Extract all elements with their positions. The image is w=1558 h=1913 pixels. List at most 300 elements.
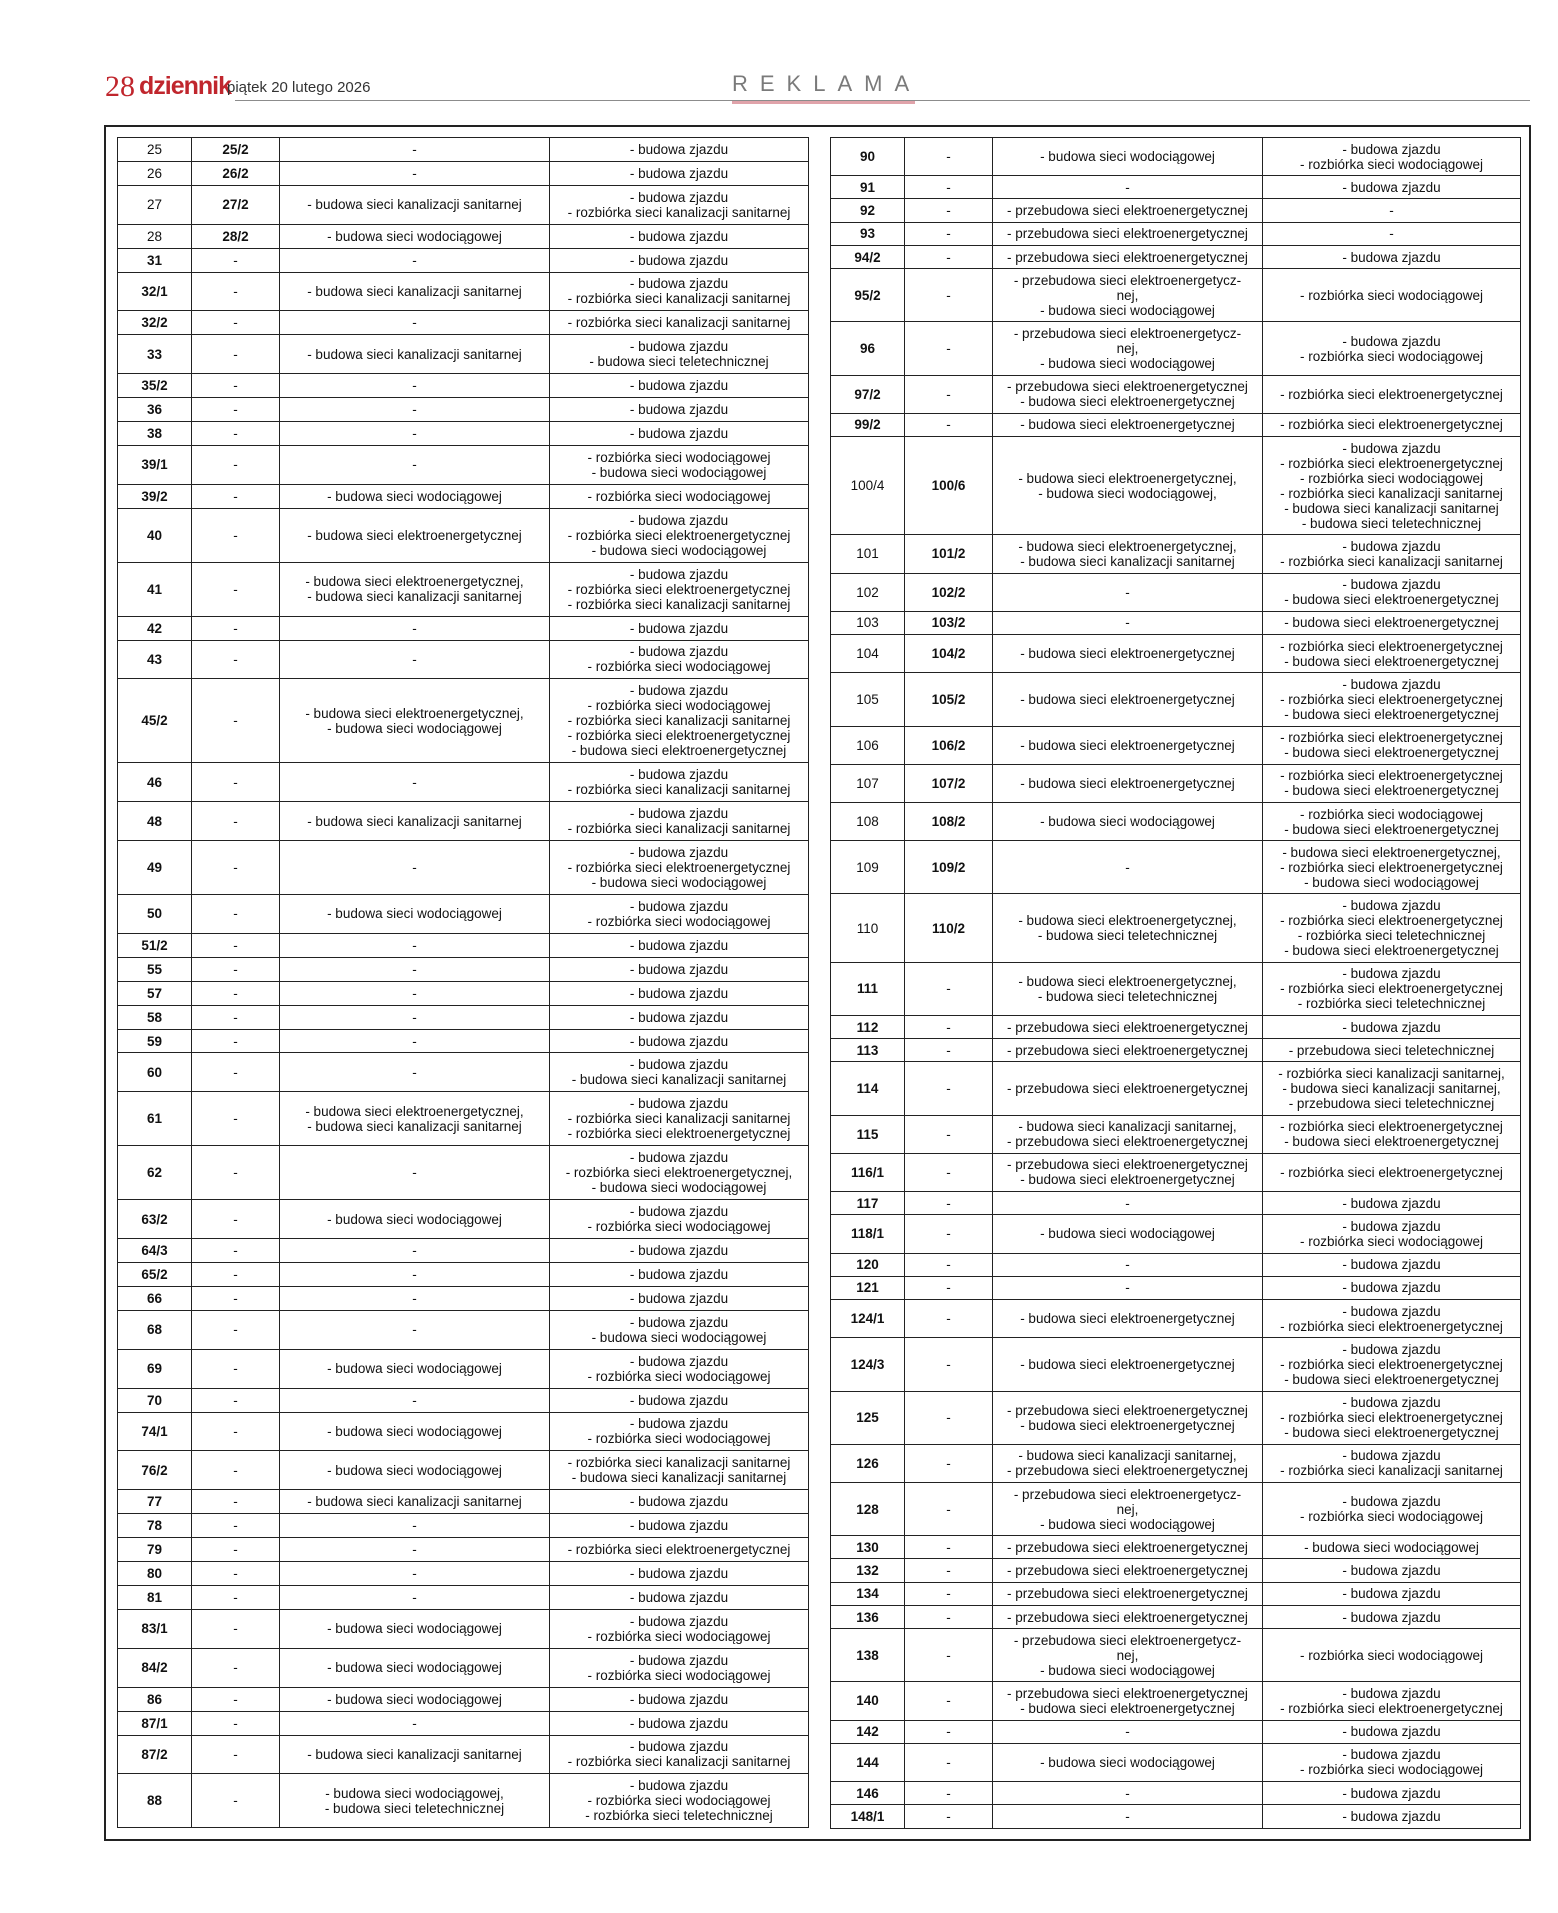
network-works-cell: - (280, 311, 550, 335)
table-row (118, 679, 809, 763)
other-works-cell: - (1263, 199, 1521, 222)
network-works-cell: - (993, 1782, 1263, 1805)
other-works-cell: - rozbiórka sieci elektroenergetycznej (1263, 375, 1521, 413)
network-works-cell: - (280, 1146, 550, 1200)
network-works-cell: - budowa sieci wodociągowej (280, 895, 550, 934)
parcel-number-cell: 81 (118, 1585, 192, 1609)
new-parcel-number-cell: - (905, 176, 993, 199)
new-parcel-number-cell: - (905, 1582, 993, 1605)
parcel-number-cell: 83/1 (118, 1609, 192, 1648)
network-works-cell: - budowa sieci kanalizacji sanitarnej, - przebudowa sieci elektroenergetycznej (993, 1444, 1263, 1482)
new-parcel-number-cell: - (192, 1514, 280, 1538)
other-works-cell: - budowa zjazdu (550, 422, 809, 446)
other-works-cell: - budowa zjazdu (550, 1388, 809, 1412)
new-parcel-number-cell: - (192, 933, 280, 957)
parcel-number-cell: 80 (118, 1562, 192, 1586)
new-parcel-number-cell: - (192, 1310, 280, 1349)
network-works-cell: - (993, 1192, 1263, 1215)
network-works-cell: - przebudowa sieci elektroenergetycz- nej, - budowa sieci wodociągowej (993, 1482, 1263, 1535)
parcel-number-cell: 87/1 (118, 1711, 192, 1735)
parcel-number-cell: 148/1 (831, 1805, 905, 1828)
network-works-cell: - (280, 933, 550, 957)
table-row (118, 981, 809, 1005)
parcel-number-cell: 51/2 (118, 933, 192, 957)
new-parcel-number-cell: - (192, 1005, 280, 1029)
table-row (118, 957, 809, 981)
parcel-number-cell: 100/4 (831, 437, 905, 535)
new-parcel-number-cell: - (905, 1482, 993, 1535)
parcel-number-cell: 38 (118, 422, 192, 446)
parcel-number-cell: 45/2 (118, 679, 192, 763)
other-works-cell: - budowa zjazdu (1263, 1782, 1521, 1805)
other-works-cell: - budowa sieci wodociągowej (1263, 1536, 1521, 1559)
network-works-cell: - budowa sieci elektroenergetycznej (993, 635, 1263, 673)
network-works-cell: - (280, 957, 550, 981)
parcel-number-cell: 78 (118, 1514, 192, 1538)
parcel-number-cell: 91 (831, 176, 905, 199)
new-parcel-number-cell: 110/2 (905, 894, 993, 962)
section-underline (732, 101, 915, 104)
parcel-number-cell: 68 (118, 1310, 192, 1349)
parcel-number-cell: 26 (118, 161, 192, 185)
table-row (831, 1391, 1521, 1444)
parcel-number-cell: 105 (831, 673, 905, 726)
other-works-cell: - budowa zjazdu (550, 1514, 809, 1538)
table-row (118, 1005, 809, 1029)
parcel-number-cell: 128 (831, 1482, 905, 1535)
other-works-cell: - budowa zjazdu - rozbiórka sieci wodociągowej (550, 1349, 809, 1388)
parcel-number-cell: 121 (831, 1276, 905, 1299)
parcel-number-cell: 94/2 (831, 245, 905, 268)
parcel-number-cell: 102 (831, 573, 905, 611)
network-works-cell: - budowa sieci kanalizacji sanitarnej (280, 335, 550, 374)
network-works-cell: - (280, 616, 550, 640)
new-parcel-number-cell: - (905, 1153, 993, 1191)
table-row (118, 1349, 809, 1388)
table-row (831, 269, 1521, 322)
new-parcel-number-cell: - (192, 981, 280, 1005)
network-works-cell: - budowa sieci elektroenergetycznej (993, 673, 1263, 726)
other-works-cell: - budowa zjazdu - rozbiórka sieci wodociągowej (550, 895, 809, 934)
table-row (831, 375, 1521, 413)
other-works-cell: - rozbiórka sieci elektroenergetycznej - budowa sieci elektroenergetycznej (1263, 764, 1521, 802)
other-works-cell: - budowa zjazdu (1263, 1720, 1521, 1743)
network-works-cell: - budowa sieci wodociągowej (993, 138, 1263, 176)
new-parcel-number-cell: - (905, 1215, 993, 1253)
table-row (118, 1412, 809, 1451)
table-row (118, 1200, 809, 1239)
network-works-cell: - przebudowa sieci elektroenergetycznej (993, 1039, 1263, 1062)
parcel-number-cell: 48 (118, 802, 192, 841)
other-works-cell: - budowa zjazdu (550, 1005, 809, 1029)
parcel-number-cell: 96 (831, 322, 905, 375)
new-parcel-number-cell: - (905, 1559, 993, 1582)
network-works-cell: - przebudowa sieci elektroenergetycznej (993, 1536, 1263, 1559)
new-parcel-number-cell: - (192, 1609, 280, 1648)
other-works-cell: - budowa zjazdu (1263, 1805, 1521, 1828)
network-works-cell: - (280, 1514, 550, 1538)
table-row (118, 1514, 809, 1538)
table-row (831, 199, 1521, 222)
parcel-number-cell: 108 (831, 802, 905, 840)
other-works-cell: - budowa zjazdu - rozbiórka sieci elektroenergetycznej - rozbiórka sieci teletechnicznej (1263, 962, 1521, 1015)
parcel-number-cell: 106 (831, 726, 905, 764)
table-row (118, 1092, 809, 1146)
issue-date: piątek 20 lutego 2026 (227, 79, 371, 96)
table-row (118, 1687, 809, 1711)
parcel-number-cell: 88 (118, 1774, 192, 1828)
other-works-cell: - budowa zjazdu - rozbiórka sieci kanalizacji sanitarnej - rozbiórka sieci elektroenergetycznej (550, 1092, 809, 1146)
parcel-number-cell: 43 (118, 640, 192, 679)
other-works-cell: - budowa zjazdu - rozbiórka sieci wodociągowej (550, 640, 809, 679)
parcel-number-cell: 118/1 (831, 1215, 905, 1253)
parcel-number-cell: 103 (831, 611, 905, 634)
table-row (118, 763, 809, 802)
table-row (831, 1444, 1521, 1482)
parcel-number-cell: 142 (831, 1720, 905, 1743)
other-works-cell: - rozbiórka sieci wodociągowej (1263, 269, 1521, 322)
network-works-cell: - przebudowa sieci elektroenergetycznej (993, 1062, 1263, 1115)
table-row (831, 1605, 1521, 1628)
network-works-cell: - przebudowa sieci elektroenergetycznej (993, 222, 1263, 245)
network-works-cell: - (280, 640, 550, 679)
parcel-number-cell: 42 (118, 616, 192, 640)
parcel-number-cell: 60 (118, 1053, 192, 1092)
other-works-cell: - budowa zjazdu - rozbiórka sieci wodociągowej (550, 1200, 809, 1239)
new-parcel-number-cell: 27/2 (192, 185, 280, 224)
parcel-number-cell: 93 (831, 222, 905, 245)
other-works-cell: - budowa zjazdu - rozbiórka sieci elektroenergetycznej - budowa sieci wodociągowej (550, 508, 809, 562)
network-works-cell: - przebudowa sieci elektroenergetycznej (993, 1605, 1263, 1628)
new-parcel-number-cell: 28/2 (192, 224, 280, 248)
other-works-cell: - budowa zjazdu - budowa sieci wodociągowej (550, 1310, 809, 1349)
other-works-cell: - rozbiórka sieci wodociągowej - budowa sieci wodociągowej (550, 445, 809, 484)
network-works-cell: - (280, 1029, 550, 1053)
new-parcel-number-cell: - (192, 616, 280, 640)
section-title: REKLAMA (732, 71, 922, 96)
other-works-cell: - budowa zjazdu (550, 138, 809, 162)
other-works-cell: - budowa zjazdu - rozbiórka sieci wodociągowej (1263, 138, 1521, 176)
parcel-number-cell: 125 (831, 1391, 905, 1444)
other-works-cell: - budowa zjazdu - rozbiórka sieci elektroenergetycznej - budowa sieci elektroenergetycznej (1263, 1391, 1521, 1444)
parcel-number-cell: 25 (118, 138, 192, 162)
new-parcel-number-cell: 107/2 (905, 764, 993, 802)
new-parcel-number-cell: - (192, 1711, 280, 1735)
network-works-cell: - (280, 248, 550, 272)
new-parcel-number-cell: - (905, 1253, 993, 1276)
network-works-cell: - (280, 374, 550, 398)
network-works-cell: - budowa sieci elektroenergetycznej (993, 1300, 1263, 1338)
new-parcel-number-cell: - (192, 1687, 280, 1711)
parcel-number-cell: 28 (118, 224, 192, 248)
parcel-number-cell: 79 (118, 1538, 192, 1562)
other-works-cell: - rozbiórka sieci kanalizacji sanitarnej, - budowa sieci kanalizacji sanitarnej, - przebudowa sieci teletechnicznej (1263, 1062, 1521, 1115)
other-works-cell: - budowa zjazdu (550, 1490, 809, 1514)
other-works-cell: - budowa zjazdu (550, 1286, 809, 1310)
new-parcel-number-cell: - (192, 1053, 280, 1092)
new-parcel-number-cell: - (192, 508, 280, 562)
network-works-cell: - budowa sieci elektroenergetycznej, - budowa sieci wodociągowej (280, 679, 550, 763)
other-works-cell: - budowa zjazdu - rozbiórka sieci kanalizacji sanitarnej (550, 272, 809, 311)
network-works-cell: - (280, 1263, 550, 1287)
other-works-cell: - budowa zjazdu (550, 981, 809, 1005)
new-parcel-number-cell: - (192, 1092, 280, 1146)
table-row (831, 1039, 1521, 1062)
other-works-cell: - budowa zjazdu (550, 1562, 809, 1586)
new-parcel-number-cell: - (905, 1338, 993, 1391)
table-row (118, 1451, 809, 1490)
network-works-cell: - budowa sieci wodociągowej (993, 802, 1263, 840)
network-works-cell: - budowa sieci wodociągowej (280, 1609, 550, 1648)
table-row (118, 1538, 809, 1562)
other-works-cell: - budowa zjazdu (550, 374, 809, 398)
table-row (831, 1482, 1521, 1535)
table-row (831, 1682, 1521, 1720)
new-parcel-number-cell: - (905, 199, 993, 222)
parcel-number-cell: 66 (118, 1286, 192, 1310)
parcel-number-cell: 31 (118, 248, 192, 272)
network-works-cell: - budowa sieci elektroenergetycznej (280, 508, 550, 562)
table-row (118, 1711, 809, 1735)
parcel-number-cell: 115 (831, 1115, 905, 1153)
other-works-cell: - budowa zjazdu (1263, 1276, 1521, 1299)
other-works-cell: - budowa zjazdu (550, 398, 809, 422)
new-parcel-number-cell: - (192, 374, 280, 398)
other-works-cell: - rozbiórka sieci elektroenergetycznej - budowa sieci elektroenergetycznej (1263, 726, 1521, 764)
parcel-number-cell: 69 (118, 1349, 192, 1388)
network-works-cell: - budowa sieci kanalizacji sanitarnej, - przebudowa sieci elektroenergetycznej (993, 1115, 1263, 1153)
parcel-number-cell: 132 (831, 1559, 905, 1582)
new-parcel-number-cell: - (192, 335, 280, 374)
network-works-cell: - budowa sieci elektroenergetycznej (993, 726, 1263, 764)
parcel-number-cell: 107 (831, 764, 905, 802)
newspaper-logo: dziennik (139, 72, 232, 100)
table-row (831, 962, 1521, 1015)
parcel-number-cell: 144 (831, 1743, 905, 1781)
new-parcel-number-cell: - (192, 445, 280, 484)
other-works-cell: - budowa zjazdu - rozbiórka sieci wodociągowej - rozbiórka sieci teletechnicznej (550, 1774, 809, 1828)
new-parcel-number-cell: - (192, 1490, 280, 1514)
parcel-number-cell: 40 (118, 508, 192, 562)
parcel-number-cell: 111 (831, 962, 905, 1015)
other-works-cell: - budowa zjazdu - rozbiórka sieci elektroenergetycznej - budowa sieci wodociągowej (550, 841, 809, 895)
new-parcel-number-cell: - (192, 1774, 280, 1828)
new-parcel-number-cell: - (192, 1451, 280, 1490)
new-parcel-number-cell: 103/2 (905, 611, 993, 634)
parcel-number-cell: 87/2 (118, 1735, 192, 1774)
new-parcel-number-cell: - (192, 422, 280, 446)
other-works-cell: - budowa zjazdu - rozbiórka sieci kanalizacji sanitarnej (1263, 1444, 1521, 1482)
new-parcel-number-cell: - (905, 322, 993, 375)
new-parcel-number-cell: - (905, 1682, 993, 1720)
network-works-cell: - przebudowa sieci elektroenergetycz- nej, - budowa sieci wodociągowej (993, 269, 1263, 322)
new-parcel-number-cell: - (905, 1015, 993, 1038)
other-works-cell: - budowa zjazdu - rozbiórka sieci elektroenergetycznej, - budowa sieci wodociągowej (550, 1146, 809, 1200)
network-works-cell: - (280, 841, 550, 895)
other-works-cell: - budowa zjazdu (550, 933, 809, 957)
table-row (831, 1582, 1521, 1605)
parcel-number-cell: 104 (831, 635, 905, 673)
other-works-cell: - budowa zjazdu - rozbiórka sieci wodociągowej - rozbiórka sieci kanalizacji sanitarnej - rozbiórka sieci elektroenergetycznej - budowa sieci elektroenergetycznej (550, 679, 809, 763)
table-row (118, 1562, 809, 1586)
parcel-number-cell: 58 (118, 1005, 192, 1029)
new-parcel-number-cell: - (905, 1444, 993, 1482)
table-row (831, 138, 1521, 176)
other-works-cell: - budowa zjazdu (1263, 1559, 1521, 1582)
table-row (831, 245, 1521, 268)
network-works-cell: - budowa sieci kanalizacji sanitarnej (280, 802, 550, 841)
table-row (118, 1735, 809, 1774)
parcel-number-cell: 65/2 (118, 1263, 192, 1287)
parcel-number-cell: 62 (118, 1146, 192, 1200)
network-works-cell: - budowa sieci elektroenergetycznej, - budowa sieci wodociągowej, (993, 437, 1263, 535)
network-works-cell: - przebudowa sieci elektroenergetycznej - budowa sieci elektroenergetycznej (993, 1153, 1263, 1191)
new-parcel-number-cell: - (192, 1585, 280, 1609)
other-works-cell: - rozbiórka sieci kanalizacji sanitarnej (550, 311, 809, 335)
network-works-cell: - (280, 1286, 550, 1310)
parcel-number-cell: 64/3 (118, 1239, 192, 1263)
table-row (118, 248, 809, 272)
other-works-cell: - budowa zjazdu (550, 161, 809, 185)
network-works-cell: - (280, 981, 550, 1005)
new-parcel-number-cell: - (192, 311, 280, 335)
table-row (118, 1609, 809, 1648)
new-parcel-number-cell: - (905, 413, 993, 436)
network-works-cell: - (993, 1276, 1263, 1299)
other-works-cell: - budowa zjazdu (550, 1711, 809, 1735)
new-parcel-number-cell: - (192, 802, 280, 841)
table-row (118, 1648, 809, 1687)
table-row (118, 1239, 809, 1263)
new-parcel-number-cell: - (192, 1286, 280, 1310)
parcel-number-cell: 134 (831, 1582, 905, 1605)
new-parcel-number-cell: - (905, 1536, 993, 1559)
table-row (831, 176, 1521, 199)
new-parcel-number-cell: - (192, 957, 280, 981)
parcel-number-cell: 117 (831, 1192, 905, 1215)
table-row (831, 1338, 1521, 1391)
table-row (831, 322, 1521, 375)
table-row (831, 1192, 1521, 1215)
new-parcel-number-cell: - (905, 1276, 993, 1299)
table-row (831, 573, 1521, 611)
other-works-cell: - budowa zjazdu (1263, 1582, 1521, 1605)
parcel-number-cell: 109 (831, 841, 905, 894)
parcel-number-cell: 27 (118, 185, 192, 224)
new-parcel-number-cell: 26/2 (192, 161, 280, 185)
table-row (831, 1805, 1521, 1828)
table-row (831, 1559, 1521, 1582)
network-works-cell: - (280, 1585, 550, 1609)
parcel-number-cell: 90 (831, 138, 905, 176)
network-works-cell: - budowa sieci wodociągowej (280, 1200, 550, 1239)
network-works-cell: - budowa sieci elektroenergetycznej, - budowa sieci kanalizacji sanitarnej (993, 535, 1263, 573)
table-row (118, 616, 809, 640)
network-works-cell: - budowa sieci wodociągowej (280, 1349, 550, 1388)
new-parcel-number-cell: - (192, 1562, 280, 1586)
new-parcel-number-cell: - (905, 1743, 993, 1781)
parcel-number-cell: 36 (118, 398, 192, 422)
parcel-number-cell: 146 (831, 1782, 905, 1805)
new-parcel-number-cell: - (905, 1192, 993, 1215)
network-works-cell: - przebudowa sieci elektroenergetycz- nej, - budowa sieci wodociągowej (993, 322, 1263, 375)
other-works-cell: - budowa zjazdu (1263, 1605, 1521, 1628)
other-works-cell: - budowa zjazdu - rozbiórka sieci elektroenergetycznej (1263, 1682, 1521, 1720)
parcel-number-cell: 77 (118, 1490, 192, 1514)
network-works-cell: - budowa sieci elektroenergetycznej (993, 1338, 1263, 1391)
other-works-cell: - (1263, 222, 1521, 245)
other-works-cell: - budowa zjazdu - rozbiórka sieci wodociągowej (550, 1412, 809, 1451)
network-works-cell: - (280, 763, 550, 802)
network-works-cell: - budowa sieci elektroenergetycznej, - budowa sieci teletechnicznej (993, 962, 1263, 1015)
network-works-cell: - (280, 1711, 550, 1735)
new-parcel-number-cell: - (192, 1349, 280, 1388)
other-works-cell: - budowa zjazdu - rozbiórka sieci kanalizacji sanitarnej (550, 802, 809, 841)
table-row (831, 1253, 1521, 1276)
network-works-cell: - (993, 1253, 1263, 1276)
table-row (831, 437, 1521, 535)
network-works-cell: - przebudowa sieci elektroenergetycznej (993, 1559, 1263, 1582)
table-row (831, 894, 1521, 962)
network-works-cell: - budowa sieci elektroenergetycznej, - budowa sieci kanalizacji sanitarnej (280, 1092, 550, 1146)
other-works-cell: - budowa zjazdu - budowa sieci teletechnicznej (550, 335, 809, 374)
other-works-cell: - budowa zjazdu - budowa sieci kanalizacji sanitarnej (550, 1053, 809, 1092)
table-row (118, 1310, 809, 1349)
new-parcel-number-cell: - (192, 1029, 280, 1053)
new-parcel-number-cell: 100/6 (905, 437, 993, 535)
table-row (831, 1276, 1521, 1299)
parcel-number-cell: 49 (118, 841, 192, 895)
new-parcel-number-cell: 109/2 (905, 841, 993, 894)
parcel-number-cell: 97/2 (831, 375, 905, 413)
table-row (831, 222, 1521, 245)
network-works-cell: - (280, 161, 550, 185)
new-parcel-number-cell: 104/2 (905, 635, 993, 673)
parcel-number-cell: 99/2 (831, 413, 905, 436)
other-works-cell: - budowa zjazdu - rozbiórka sieci elektroenergetycznej - budowa sieci elektroenergetycznej (1263, 673, 1521, 726)
new-parcel-number-cell: - (905, 1300, 993, 1338)
table-row (831, 1629, 1521, 1682)
table-row (118, 445, 809, 484)
other-works-cell: - budowa zjazdu (1263, 1192, 1521, 1215)
other-works-cell: - rozbiórka sieci wodociągowej (550, 484, 809, 508)
other-works-cell: - przebudowa sieci teletechnicznej (1263, 1039, 1521, 1062)
new-parcel-number-cell: - (905, 1629, 993, 1682)
new-parcel-number-cell: - (192, 763, 280, 802)
parcel-number-cell: 32/2 (118, 311, 192, 335)
network-works-cell: - przebudowa sieci elektroenergetycznej (993, 199, 1263, 222)
table-row (118, 335, 809, 374)
other-works-cell: - budowa zjazdu (1263, 245, 1521, 268)
new-parcel-number-cell: 105/2 (905, 673, 993, 726)
other-works-cell: - budowa zjazdu - rozbiórka sieci wodociągowej (550, 1609, 809, 1648)
new-parcel-number-cell: - (905, 1805, 993, 1828)
other-works-cell: - budowa zjazdu - rozbiórka sieci kanalizacji sanitarnej (1263, 535, 1521, 573)
parcel-number-cell: 55 (118, 957, 192, 981)
network-works-cell: - budowa sieci kanalizacji sanitarnej (280, 272, 550, 311)
other-works-cell: - budowa zjazdu - rozbiórka sieci kanalizacji sanitarnej (550, 185, 809, 224)
network-works-cell: - (280, 445, 550, 484)
parcel-number-cell: 92 (831, 199, 905, 222)
parcel-number-cell: 35/2 (118, 374, 192, 398)
other-works-cell: - budowa zjazdu - rozbiórka sieci kanalizacji sanitarnej (550, 763, 809, 802)
new-parcel-number-cell: - (905, 1720, 993, 1743)
new-parcel-number-cell: - (905, 1062, 993, 1115)
network-works-cell: - przebudowa sieci elektroenergetycznej (993, 245, 1263, 268)
parcel-number-cell: 63/2 (118, 1200, 192, 1239)
network-works-cell: - budowa sieci wodociągowej (280, 484, 550, 508)
parcel-number-cell: 61 (118, 1092, 192, 1146)
